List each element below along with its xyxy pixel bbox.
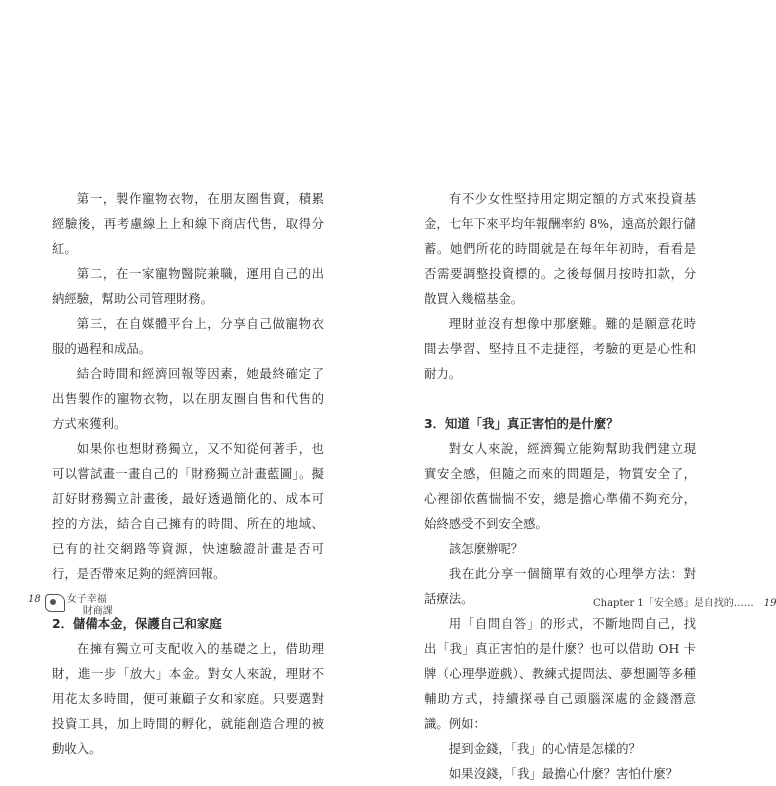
paragraph: 如果你也想財務獨立，又不知從何著手，也可以嘗試畫一畫自己的「財務獨立計畫藍圖」。擬訂好財務獨立計畫後，最好透過簡化的、成本可控的方法，結合自己擁有的時間、所在的地域、已有的社交網路等資源，快速驗證計畫是否可行，是否帶來足夠的經濟回報。 [52, 441, 324, 581]
book-logo-icon [45, 594, 65, 612]
paragraph: 該怎麼辦呢？ [448, 541, 524, 556]
left-page-body [52, 186, 324, 761]
book-logo [45, 594, 113, 618]
paragraph: 對女人來說，經濟獨立能夠幫助我們建立現實安全感，但隨之而來的問題是，物質安全了，心裡卻依舊惴惴不安，總是擔心準備不夠充分，始終感受不到安全感。 [424, 441, 696, 531]
book-logo-text [67, 594, 113, 618]
left-page [0, 0, 375, 756]
paragraph: 第三，在自媒體平台上，分享自己做寵物衣服的過程和成品。 [52, 316, 324, 356]
right-page-body [424, 186, 696, 786]
book-logo-line2: 財商課 [82, 606, 113, 617]
paragraph: 結合時間和經濟回報等因素，她最終確定了出售製作的寵物衣物，以在朋友圈自售和代售的方式來獲利。 [52, 366, 324, 431]
left-page-number: 18 [28, 594, 41, 605]
book-logo-line1: 女子幸福 [66, 594, 107, 605]
paragraph: 有不少女性堅持用定期定額的方式來投資基金，七年下來平均年報酬率約 8%，遠高於銀行儲蓄。她們所花的時間就是在每年年初時，看看是否需要調整投資標的。之後每個月按時扣款，分散買入幾檔基金。 [424, 191, 696, 306]
paragraph: 理財並沒有想像中那麼難。難的是願意花時間去學習、堅持且不走捷徑，考驗的更是心性和耐力。 [424, 316, 696, 381]
paragraph: 第二，在一家寵物醫院兼職，運用自己的出納經驗，幫助公司管理財務。 [52, 266, 324, 306]
paragraph: 第一，製作寵物衣物，在朋友圈售賣，積累經驗後，再考慮線上上和線下商店代售，取得分紅。 [52, 191, 324, 256]
section-heading: 2．儲備本金，保護自己和家庭 [52, 616, 222, 631]
paragraph: 在擁有獨立可支配收入的基礎之上，借助理財，進一步「放大」本金。對女人來說，理財不用花太多時間，便可兼顧子女和家庭。只要選對投資工具，加上時間的孵化，就能創造合理的被動收入。 [52, 641, 324, 756]
left-footer [28, 594, 113, 618]
chapter-running-head: Chapter 1「安全感」是自找的…… [593, 598, 754, 609]
right-footer [593, 594, 776, 609]
section-spacer [424, 386, 696, 411]
section-heading: 3．知道「我」真正害怕的是什麼？ [424, 416, 619, 431]
paragraph: 如果沒錢，「我」最擔心什麼？害怕什麼？ [448, 766, 679, 781]
right-page-number: 19 [763, 598, 776, 609]
paragraph: 我在此分享一個簡單有效的心理學方法：對話療法。 [424, 566, 696, 606]
paragraph: 用「自問自答」的形式，不斷地問自己，找出「我」真正害怕的是什麼？也可以借助 OH 卡牌（心理學遊戲）、教練式提問法、夢想圖等多種輔助方式，持續探尋自己頭腦深處的金錢潛意識。例如： [424, 616, 696, 731]
paragraph: 提到金錢，「我」的心情是怎樣的？ [448, 741, 641, 756]
